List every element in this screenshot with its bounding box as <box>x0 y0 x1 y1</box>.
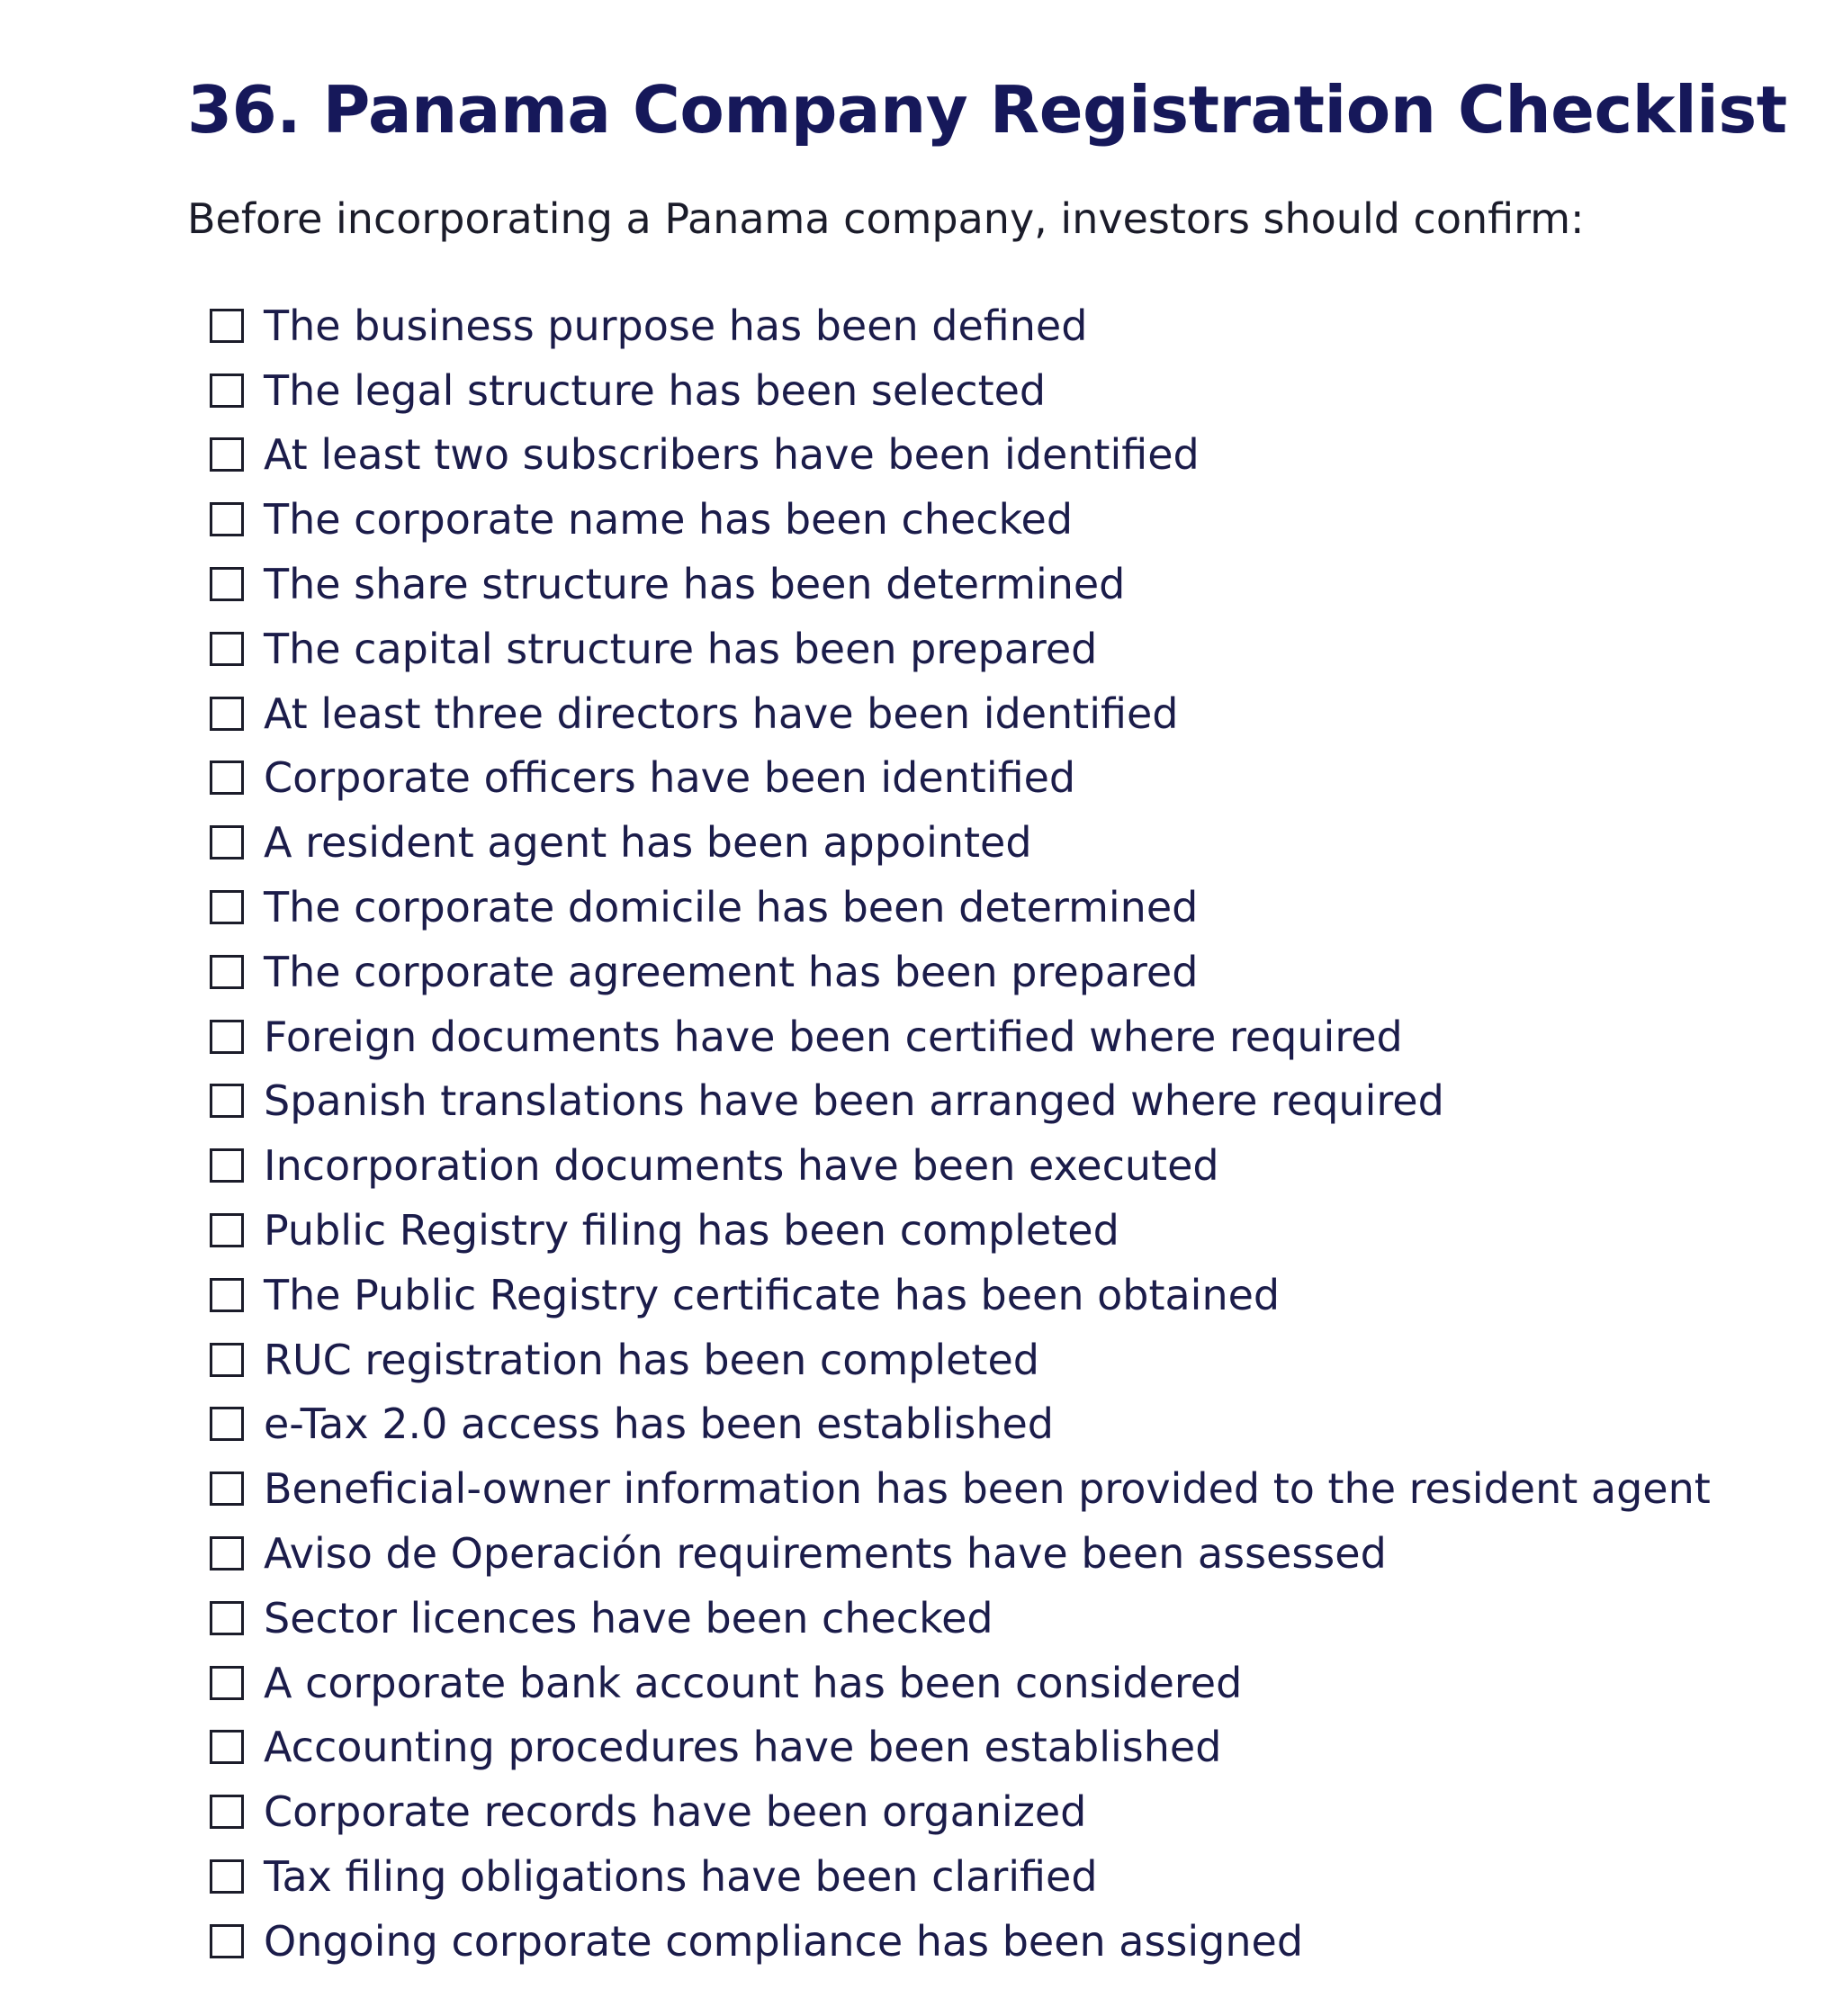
checklist-item-label: Public Registry filing has been completed <box>264 1206 1119 1256</box>
checklist-item <box>210 552 1711 616</box>
checkbox[interactable] <box>210 1278 244 1312</box>
checkbox[interactable] <box>210 825 244 860</box>
checkbox[interactable] <box>210 955 244 989</box>
intro-text: Before incorporating a Panama company, investors should confirm: <box>187 194 1585 243</box>
checklist-item <box>210 358 1711 423</box>
checkbox[interactable] <box>210 567 244 601</box>
checkbox[interactable] <box>210 697 244 731</box>
checklist-item-label: Tax filing obligations have been clarified <box>264 1852 1098 1902</box>
checklist-item <box>210 1586 1711 1651</box>
checkbox[interactable] <box>210 760 244 795</box>
page-title: 36. Panama Company Registration Checklist <box>187 72 1787 148</box>
checklist-item-label: The corporate name has been checked <box>264 495 1074 544</box>
checklist-item <box>210 423 1711 488</box>
checklist-item <box>210 681 1711 746</box>
checkbox[interactable] <box>210 1666 244 1700</box>
checkbox[interactable] <box>210 1924 244 1958</box>
checklist-item-label: Foreign documents have been certified where required <box>264 1012 1403 1061</box>
checklist-item-label: RUC registration has been completed <box>264 1335 1039 1384</box>
checkbox[interactable] <box>210 1407 244 1441</box>
checkbox[interactable] <box>210 1343 244 1377</box>
checkbox[interactable] <box>210 437 244 472</box>
checkbox[interactable] <box>210 374 244 408</box>
checklist-item-label: Aviso de Operación requirements have been assessed <box>264 1529 1387 1579</box>
checkbox[interactable] <box>210 1859 244 1894</box>
checklist-item <box>210 1456 1711 1521</box>
checklist-item-label: The corporate agreement has been prepared <box>264 947 1199 996</box>
checklist-item <box>210 1392 1711 1457</box>
checklist-item-label: Spanish translations have been arranged where required <box>264 1076 1444 1126</box>
checklist-item <box>210 875 1711 940</box>
checkbox[interactable] <box>210 1148 244 1183</box>
checklist-item <box>210 1004 1711 1069</box>
checkbox[interactable] <box>210 1795 244 1829</box>
checkbox[interactable] <box>210 632 244 666</box>
checkbox[interactable] <box>210 890 244 924</box>
checklist-item <box>210 1328 1711 1392</box>
checkbox[interactable] <box>210 1084 244 1118</box>
checklist-item <box>210 746 1711 811</box>
checklist-item-label: Incorporation documents have been executed <box>264 1141 1219 1191</box>
checklist-item-label: Accounting procedures have been established <box>264 1723 1222 1772</box>
checkbox[interactable] <box>210 1730 244 1764</box>
checklist-item <box>210 1263 1711 1328</box>
checklist-item-label: A resident agent has been appointed <box>264 818 1032 868</box>
checklist-item <box>210 1779 1711 1844</box>
checklist-item <box>210 1521 1711 1586</box>
checklist-item-label: At least two subscribers have been identified <box>264 430 1200 480</box>
checkbox[interactable] <box>210 1536 244 1570</box>
checklist-item <box>210 1069 1711 1134</box>
checklist-item <box>210 1651 1711 1715</box>
checkbox[interactable] <box>210 1020 244 1054</box>
checklist-item <box>210 1844 1711 1909</box>
checklist-item-label: The corporate domicile has been determined <box>264 883 1199 932</box>
checklist-item <box>210 487 1711 552</box>
checkbox[interactable] <box>210 1601 244 1635</box>
checkbox[interactable] <box>210 1472 244 1506</box>
checklist-item <box>210 1715 1711 1780</box>
checklist-item-label: The Public Registry certificate has been obtained <box>264 1270 1281 1319</box>
checklist-item-label: The legal structure has been selected <box>264 365 1047 415</box>
checklist <box>210 293 1711 1974</box>
checklist-item <box>210 1198 1711 1263</box>
checklist-item <box>210 940 1711 1004</box>
checklist-item-label: Corporate officers have been identified <box>264 753 1076 803</box>
checkbox[interactable] <box>210 309 244 343</box>
checklist-item <box>210 810 1711 875</box>
checklist-item-label: The business purpose has been defined <box>264 301 1088 350</box>
checklist-item <box>210 293 1711 358</box>
checklist-item-label: The capital structure has been prepared <box>264 624 1098 673</box>
checklist-item <box>210 616 1711 681</box>
checklist-item-label: Beneficial-owner information has been provided to the resident agent <box>264 1464 1711 1514</box>
checklist-item <box>210 1909 1711 1974</box>
checklist-item <box>210 1133 1711 1198</box>
checklist-item-label: A corporate bank account has been considered <box>264 1658 1243 1707</box>
checkbox[interactable] <box>210 1213 244 1247</box>
checklist-item-label: Corporate records have been organized <box>264 1787 1087 1837</box>
checklist-item-label: The share structure has been determined <box>264 560 1126 609</box>
checklist-item-label: Ongoing corporate compliance has been assigned <box>264 1916 1304 1966</box>
checklist-item-label: Sector licences have been checked <box>264 1593 993 1642</box>
checklist-item-label: At least three directors have been identified <box>264 688 1179 738</box>
checkbox[interactable] <box>210 502 244 536</box>
checklist-item-label: e-Tax 2.0 access has been established <box>264 1400 1054 1449</box>
